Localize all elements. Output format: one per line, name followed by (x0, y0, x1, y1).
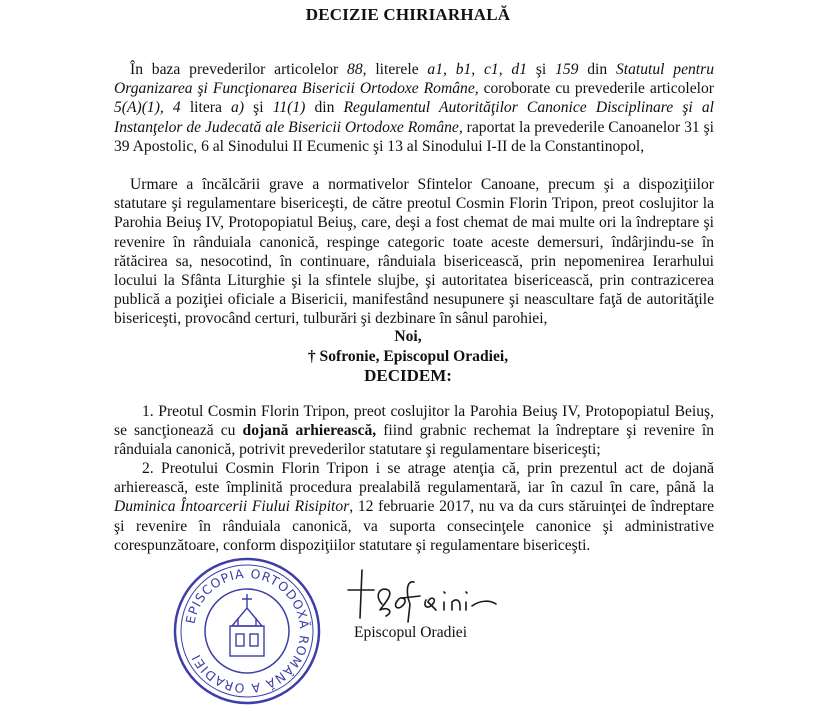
text-run: , 12 februarie 2017, nu va da curs stăruinţei de îndreptare şi revenire în rânduiala canonică, va suporta consecinţele canonice şi administrative corespunzătoare, conform dispoziţiilor statutare şi regulamentare bisericeşti. (114, 498, 714, 554)
decision-item-2 (114, 459, 714, 555)
episcopal-seal (172, 556, 322, 706)
text-run: 5(A)(1), 4 (114, 99, 181, 117)
text-run: Duminica Întoarcerii Fiului Risipitor (114, 498, 350, 516)
issuer-name: † Sofronie, Episcopul Oradiei, (307, 347, 509, 365)
text-run: dojană arhierească, (242, 422, 377, 440)
handwritten-signature (340, 560, 520, 630)
text-run: 2. Preotului Cosmin Florin Tripon i se atrage atenţia că, prin prezentul act de dojană arhierească, este împlinită procedura prealabilă regulamentară, iar în cazul în care, până la (114, 460, 714, 497)
text-run: a1, b1, c1, d1 (427, 61, 528, 78)
text-run: raportat la prevederile Canoanelor 31 şi 39 Apostolic, 6 al Sinodului II Ecumenic şi 13 al Sinodului I-II de la Constantinopol, (114, 118, 714, 155)
decision-item-1 (114, 402, 714, 460)
preamble-paragraph-legal-basis (114, 60, 714, 156)
text-run: din (305, 99, 344, 117)
svg-text:EPISCOPIA ORTODOXĂ ROMÂNĂ A OR: EPISCOPIA ORTODOXĂ ROMÂNĂ A ORADIEI (182, 565, 313, 697)
text-run: şi (527, 61, 556, 78)
decidem-heading: DECIDEM: (364, 366, 452, 385)
text-run: 1. Preotul Cosmin Florin Tripon, preot coslujitor la Parohia Beiuş IV, Protopopiatul Beiuş, se sancţionează cu (114, 403, 714, 440)
text-run: şi (244, 99, 273, 117)
text-run: litera (180, 99, 232, 117)
text-run: 159 (555, 61, 579, 78)
text-run: , literele (362, 61, 428, 78)
text-run: Statutul pentru Organizarea şi Funcţionarea Bisericii Ortodoxe Române, (114, 61, 715, 98)
text-run: 88 (347, 61, 363, 78)
issuer-block (0, 327, 816, 386)
text-run: coroborate cu prevederile articolelor (478, 80, 714, 98)
text-run: a) (231, 99, 245, 117)
document-title: DECIZIE CHIRIARHALĂ (305, 5, 511, 24)
preamble-paragraph-grounds: Urmare a încălcării grave a normativelor Sfintelor Canoane, precum şi a dispoziţiilor statutare şi regulamentare bisericeşti, de către preotul Cosmin Florin Tripon, preot coslujitor la Parohia Beiuş IV, Protopopiatul Beiuş, care, deşi a fost chemat de mai multe ori la îndreptare şi revenire în rânduiala canonică, respinge categoric toate aceste demersuri, îndârjindu-se în rătăcirea sa, nesocotind, în continuare, rânduiala bisericească, prin nepomenirea Ierarhului locului la Sfânta Liturghie şi la sfintele slujbe, şi autoritatea bisericească, prin contrazicerea publică a poziţiei oficiale a Bisericii, manifestând nesupunere şi neascultare faţă de autorităţile bisericeşti, provocând certuri, tulburări şi dezbinare în sânul parohiei, (114, 176, 714, 328)
issuer-noi: Noi, (394, 328, 422, 345)
text-run: din (578, 61, 616, 78)
signature-caption: Episcopul Oradiei (354, 624, 468, 641)
text-run: În baza prevederilor articolelor (130, 61, 348, 78)
signature-graphic (340, 560, 520, 630)
seal-graphic (172, 556, 322, 706)
text-run: Regulamentul Autorităţilor Canonice Disciplinare şi al Instanţelor de Judecată ale Bisericii Ortodoxe Române, (114, 99, 714, 136)
text-run: 11(1) (272, 99, 306, 117)
text-run: fiind grabnic rechemat la îndreptare şi revenire în rânduiala canonică, potrivit prevederilor statutare şi regulamentare bisericeşti; (114, 422, 714, 459)
